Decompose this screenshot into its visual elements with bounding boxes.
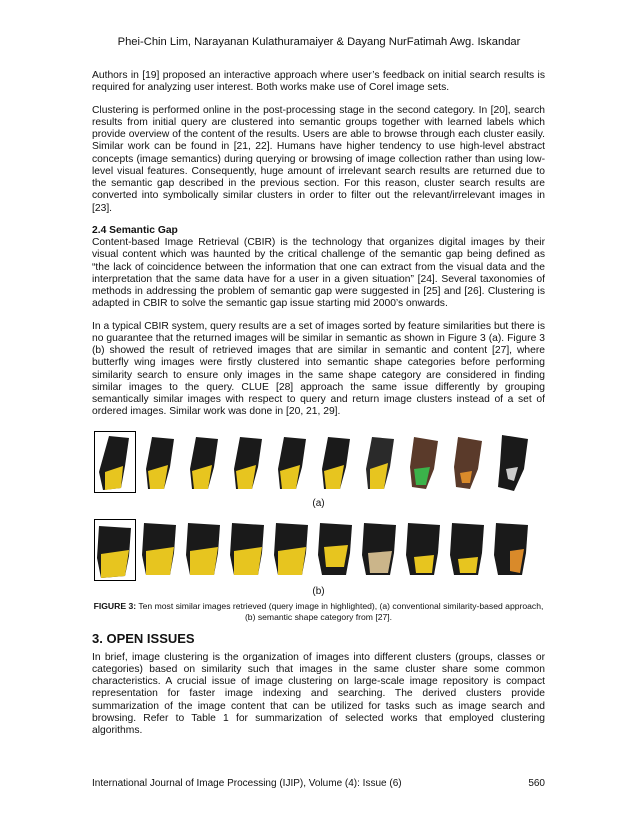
- figure-row-b: [92, 517, 545, 581]
- figure-3: [92, 429, 545, 629]
- page-footer: [92, 778, 545, 789]
- figure-row-a: [92, 429, 545, 493]
- result-image: [140, 429, 180, 493]
- result-image: [360, 517, 400, 581]
- figure-label-b: (b): [312, 585, 325, 597]
- figure-caption: [92, 601, 545, 623]
- caption-label: FIGURE 3:: [93, 600, 137, 611]
- figure-label-a: (a): [312, 497, 325, 509]
- running-header: Phei-Chin Lim, Narayanan Kulathuramaiyer & Dayang NurFatimah Awg. Iskandar: [117, 36, 521, 48]
- journal-citation: International Journal of Image Processing (IJIP), Volume (4): Issue (6): [92, 778, 402, 789]
- page-number: 560: [528, 778, 545, 789]
- paragraph-3: Content-based Image Retrieval (CBIR) is the technology that organizes digital images by their visual content which was haunted by the critical challenge of the semantic gap being defined as “the lack of coincidence between the information that one can extract from the visual data and the interpretation that the same data have for a user in a given situation” [24]. Several taxonomies of methods in addressing the problem of semantic gap were suggested in [25] and [26]. Clustering is adapted in CBIR to solve the semantic gap issue starting mid 2000’s onwards.: [92, 237, 545, 310]
- result-image: [140, 517, 180, 581]
- section-heading-3: 3. OPEN ISSUES: [92, 630, 195, 646]
- result-image: [316, 517, 356, 581]
- result-image: [228, 517, 268, 581]
- result-image: [492, 517, 532, 581]
- result-image: [228, 429, 268, 493]
- result-image: [272, 517, 312, 581]
- result-image: [316, 429, 356, 493]
- query-image-b: [94, 519, 136, 581]
- result-image: [492, 429, 532, 493]
- result-image: [404, 517, 444, 581]
- result-image: [404, 429, 444, 493]
- result-image: [272, 429, 312, 493]
- paragraph-4: In a typical CBIR system, query results are a set of images sorted by feature similarities but there is no guarantee that the returned images will be similar in semantic as shown in Figure 3 (a). Figure 3 (b) showed the result of retrieved images that are similar in semantic and content [27], where butterfly wing images were firstly clustered into semantic shape categories before performing similarity search to ensure only images in the same shape category are considered in finding similar images to the query. CLUE [28] approach the same issue differently by grouping semantically similar images with respect to query and return image clusters instead of a set of ordered images. Similar work was done in [20, 21, 29].: [92, 320, 545, 418]
- caption-text: Ten most similar images retrieved (query image in highlighted), (a) conventional similarity-based approach, (b) semantic shape category from [27].: [136, 600, 544, 622]
- paragraph-1: Authors in [19] proposed an interactive approach where user’s feedback on initial search results is required for analyzing user interest. Both works make use of Corel image sets.: [92, 70, 545, 94]
- section-heading-2-4: 2.4 Semantic Gap: [92, 224, 178, 236]
- paragraph-5: In brief, image clustering is the organization of images into different clusters (groups, classes or categories) based on similarity such that images in the same cluster share some common characteristics. A crucial issue of image clustering on large-scale image repository is compact representation for faster image indexing and searching. The derived clusters provide summarization of the image content that can be utilized for tasks such as image search and browsing. Refer to Table 1 for summarization of selected works that employed clustering algorithms.: [92, 651, 545, 736]
- query-image-a: [94, 431, 136, 493]
- result-image: [448, 517, 488, 581]
- result-image: [360, 429, 400, 493]
- result-image: [184, 429, 224, 493]
- result-image: [184, 517, 224, 581]
- result-image: [448, 429, 488, 493]
- paragraph-2: Clustering is performed online in the post-processing stage in the second category. In [20], search results from initial query are clustered into semantic groups together with learned labels which provide overview of the content of the results. Users are able to browse through each cluster easily. Similar work can be found in [21, 22]. Humans have higher tendency to use high-level abstract concepts (image semantics) during querying or browsing of image collection rather than using low-level visual features. Consequently, huge amount of irrelevant search results are returned due to the semantic gap described in the previous section. For this reason, cluster search results are converted into symbolically similar clusters in order to filter out the relevant/irrelevant images in [23].: [92, 104, 545, 214]
- page-body: [92, 70, 545, 747]
